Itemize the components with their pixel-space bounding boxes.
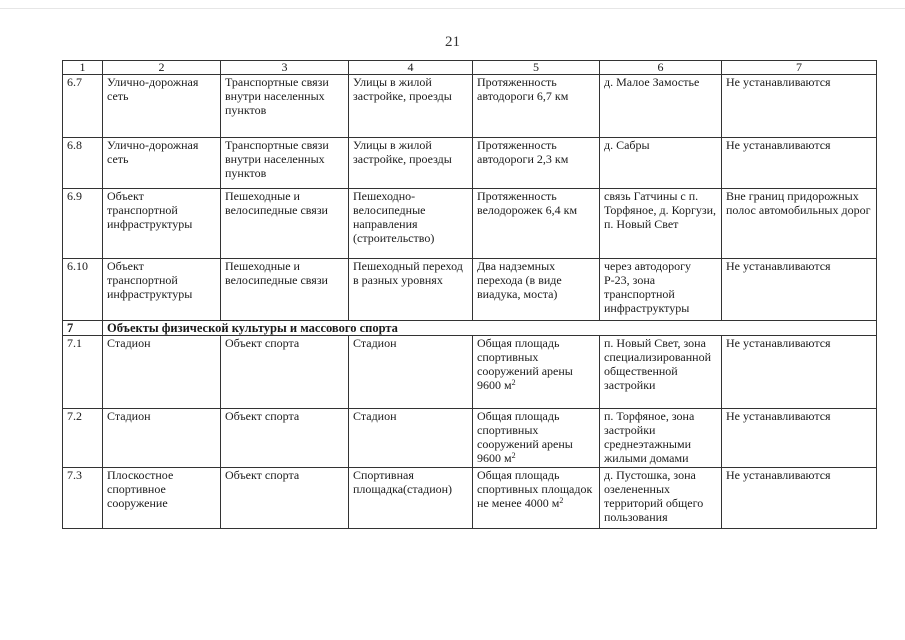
zone-cell: Не устанавливаются — [722, 468, 877, 529]
zone-cell: Не устанавливаются — [722, 259, 877, 321]
characteristic-text: Общая площадь спортивных площадок не менее 4000 м — [477, 468, 593, 510]
characteristic-cell — [473, 468, 600, 529]
location-cell: через автодорогу Р-23, зона транспортной инфраструктуры — [600, 259, 722, 321]
object-type-cell: Пешеходные и велосипедные связи — [221, 189, 349, 259]
object-type-cell: Объект спорта — [221, 336, 349, 409]
unit-superscript: 2 — [511, 451, 516, 460]
table-row — [63, 336, 877, 409]
object-type-cell: Транспортные связи внутри населенных пунктов — [221, 138, 349, 189]
section-number: 7 — [63, 321, 103, 336]
section-title: Объекты физической культуры и массового спорта — [103, 321, 877, 336]
zone-cell: Не устанавливаются — [722, 336, 877, 409]
unit-superscript: 2 — [559, 496, 564, 505]
characteristic-text: Общая площадь спортивных сооружений арены 9600 м — [477, 336, 573, 392]
table-row — [63, 189, 877, 259]
section-row — [63, 321, 877, 336]
object-name-cell: Объект транспортной инфраструктуры — [103, 189, 221, 259]
table-header-row — [63, 61, 877, 75]
characteristic-cell: Протяженность велодорожек 6,4 км — [473, 189, 600, 259]
zone-cell: Не устанавливаются — [722, 409, 877, 468]
header-cell: 1 — [63, 61, 103, 75]
table-row — [63, 468, 877, 529]
purpose-cell: Улицы в жилой застройке, проезды — [349, 75, 473, 138]
purpose-cell: Пешеходный переход в разных уровнях — [349, 259, 473, 321]
purpose-cell: Улицы в жилой застройке, проезды — [349, 138, 473, 189]
zone-cell: Не устанавливаются — [722, 75, 877, 138]
unit-superscript: 2 — [511, 378, 516, 387]
table-row — [63, 138, 877, 189]
object-type-cell: Пешеходные и велосипедные связи — [221, 259, 349, 321]
object-name-cell: Стадион — [103, 336, 221, 409]
characteristic-cell: Два надземных перехода (в виде виадука, моста) — [473, 259, 600, 321]
table-row — [63, 259, 877, 321]
page-top-edge — [0, 8, 905, 9]
object-name-cell: Улично-дорожная сеть — [103, 75, 221, 138]
zone-cell: Вне границ придорожных полос автомобильных дорог — [722, 189, 877, 259]
table-row — [63, 75, 877, 138]
location-cell: д. Сабры — [600, 138, 722, 189]
location-cell: д. Малое Замостье — [600, 75, 722, 138]
planning-table — [62, 60, 877, 529]
row-number: 7.1 — [63, 336, 103, 409]
row-number: 6.10 — [63, 259, 103, 321]
page-number: 21 — [445, 34, 460, 50]
zone-cell: Не устанавливаются — [722, 138, 877, 189]
object-name-cell: Объект транспортной инфраструктуры — [103, 259, 221, 321]
header-cell: 2 — [103, 61, 221, 75]
row-number: 7.2 — [63, 409, 103, 468]
object-type-cell: Транспортные связи внутри населенных пунктов — [221, 75, 349, 138]
row-number: 7.3 — [63, 468, 103, 529]
purpose-cell: Стадион — [349, 336, 473, 409]
characteristic-cell: Протяженность автодороги 2,3 км — [473, 138, 600, 189]
location-cell: д. Пустошка, зона озелененных территорий общего пользования — [600, 468, 722, 529]
header-cell: 4 — [349, 61, 473, 75]
header-cell: 3 — [221, 61, 349, 75]
characteristic-text: Общая площадь спортивных сооружений арены 9600 м — [477, 409, 573, 465]
purpose-cell: Пешеходно-велосипедные направления (строительство) — [349, 189, 473, 259]
object-type-cell: Объект спорта — [221, 409, 349, 468]
header-cell: 7 — [722, 61, 877, 75]
header-cell: 5 — [473, 61, 600, 75]
characteristic-cell — [473, 336, 600, 409]
object-name-cell: Плоскостное спортивное сооружение — [103, 468, 221, 529]
location-cell: п. Новый Свет, зона специализированной общественной застройки — [600, 336, 722, 409]
table-row — [63, 409, 877, 468]
row-number: 6.9 — [63, 189, 103, 259]
row-number: 6.8 — [63, 138, 103, 189]
purpose-cell: Спортивная площадка(стадион) — [349, 468, 473, 529]
row-number: 6.7 — [63, 75, 103, 138]
object-name-cell: Улично-дорожная сеть — [103, 138, 221, 189]
location-cell: связь Гатчины с п. Торфяное, д. Коргузи, п. Новый Свет — [600, 189, 722, 259]
object-name-cell: Стадион — [103, 409, 221, 468]
object-type-cell: Объект спорта — [221, 468, 349, 529]
location-cell: п. Торфяное, зона застройки среднеэтажными жилыми домами — [600, 409, 722, 468]
characteristic-cell — [473, 409, 600, 468]
purpose-cell: Стадион — [349, 409, 473, 468]
header-cell: 6 — [600, 61, 722, 75]
characteristic-cell: Протяженность автодороги 6,7 км — [473, 75, 600, 138]
